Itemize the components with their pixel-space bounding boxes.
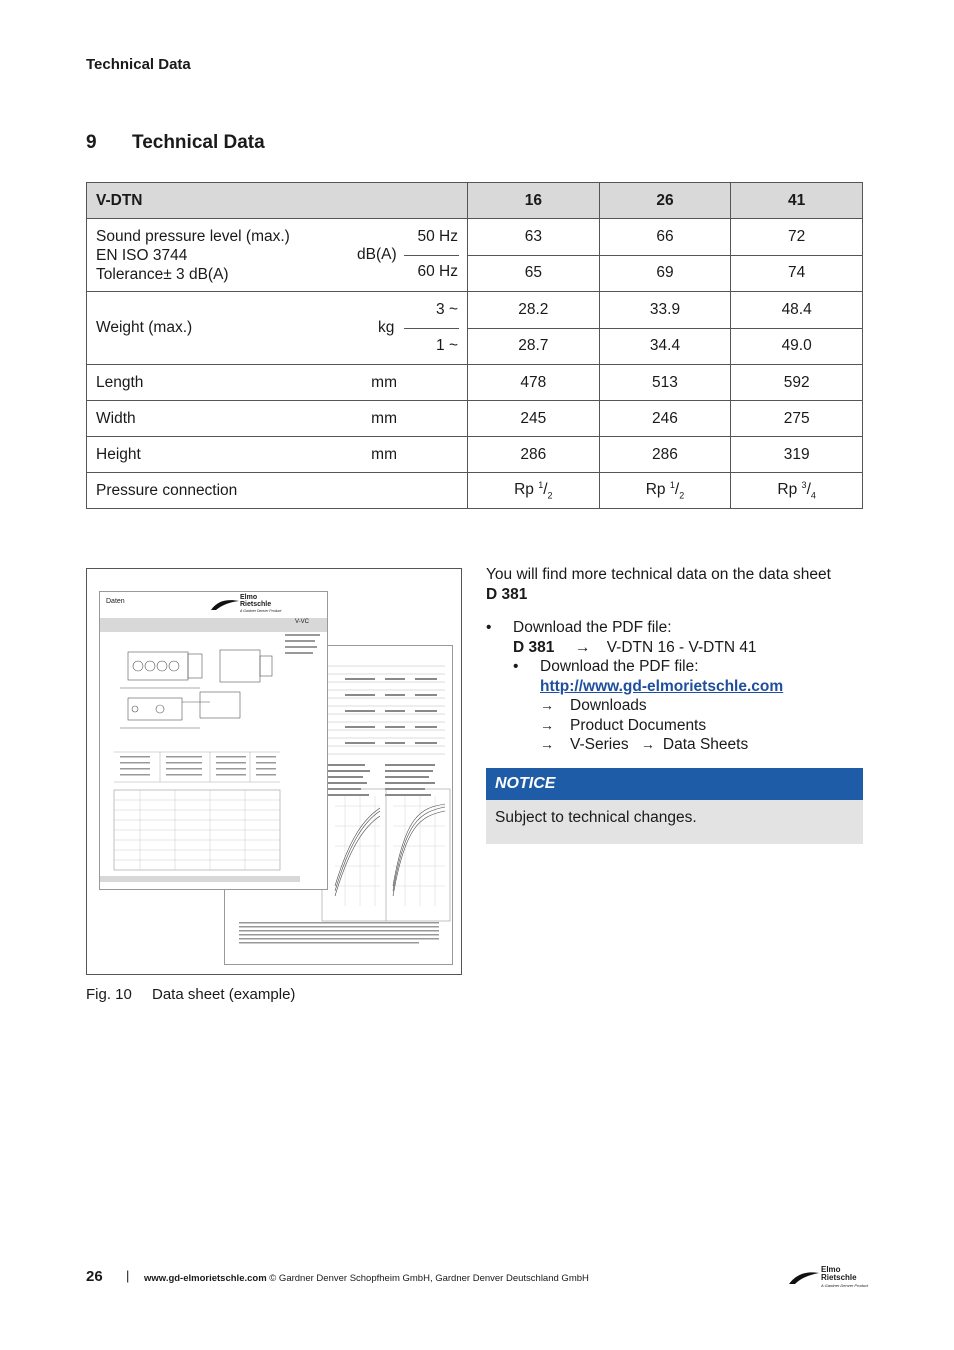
front-page-drawing: [100, 632, 327, 887]
height-26: 286: [599, 437, 731, 473]
weight-label-cell: [87, 292, 468, 365]
intro-text: You will find more technical data on the data sheet D 381: [486, 566, 831, 603]
sound-60hz-41: 74: [731, 255, 863, 292]
width-label: Width: [96, 409, 136, 427]
length-unit: mm: [371, 373, 397, 391]
page-number: 26: [86, 1268, 103, 1285]
pressure-label-cell: [87, 473, 468, 509]
bullet2-text: Download the PDF file:: [540, 658, 699, 675]
pressure-26-prefix: Rp: [645, 481, 666, 499]
weight-3ph-16: 28.2: [468, 292, 600, 329]
height-unit: mm: [371, 445, 397, 463]
footer-separator: |: [126, 1268, 130, 1283]
figure-caption-label: Fig. 10: [86, 986, 132, 1003]
length-label-cell: [87, 365, 468, 401]
width-41: 275: [731, 401, 863, 437]
sound-label-line3: Tolerance± 3 dB(A): [96, 266, 229, 283]
arrow-right-icon: →: [540, 736, 554, 752]
brand-swoosh-icon: [210, 598, 240, 612]
bullet1-range: V-DTN 16 - V-DTN 41: [606, 638, 757, 656]
brand-tagline-footer: A Gardner Denver Product: [821, 1283, 869, 1288]
notice-header: NOTICE: [486, 768, 863, 800]
path-downloads: Downloads: [570, 697, 647, 714]
pressure-16: Rp $^1/_2$: [468, 473, 600, 509]
pressure-26: Rp $^1/_2$: [599, 473, 731, 509]
path-data-sheets: Data Sheets: [662, 736, 749, 753]
path-v-series: V-Series: [570, 736, 629, 753]
sound-50hz-16: 63: [468, 219, 600, 256]
sound-50hz-26: 66: [599, 219, 731, 256]
bullet-dot: •: [513, 658, 519, 675]
sound-label-line2: EN ISO 3744: [96, 247, 188, 264]
weight-3ph-26: 33.9: [599, 292, 731, 329]
arrow-right-icon: →: [540, 716, 554, 733]
elmo-rietschle-logo: [788, 1265, 869, 1290]
table-row-width: [87, 401, 863, 437]
table-row-pressure: [87, 473, 863, 509]
brand-name-footer: Elmo Rietschle: [821, 1265, 857, 1282]
height-41: 319: [731, 437, 863, 473]
arrow-right-icon: →: [574, 638, 591, 656]
pressure-41-num: 3: [801, 480, 807, 491]
bullet1-ref: D 381: [513, 638, 555, 656]
footer-text: [144, 1273, 589, 1284]
table-row-weight-3ph: [87, 292, 863, 329]
technical-data-table: [86, 182, 863, 509]
height-label: Height: [96, 445, 141, 463]
data-sheet-figure: [86, 568, 462, 975]
data-sheet-band: [100, 618, 327, 632]
section-number: 9: [86, 132, 97, 153]
data-sheet-front-page: [99, 591, 328, 890]
header-col-41: 41: [731, 183, 863, 219]
header-model-label: V-DTN: [87, 183, 468, 219]
sound-sub-60hz: 60 Hz: [417, 263, 458, 280]
sound-sub-divider: [404, 255, 459, 256]
bullet-dot: •: [486, 619, 492, 636]
pressure-41-prefix: Rp: [777, 481, 798, 499]
width-label-cell: [87, 401, 468, 437]
sound-label-line1: Sound pressure level (max.): [96, 228, 290, 245]
page-footer: [86, 1265, 869, 1290]
figure-caption: [86, 986, 295, 1003]
section-heading: [86, 132, 265, 154]
weight-sub-3ph: 3 ~: [436, 301, 458, 318]
bullet-download-website: [513, 657, 864, 755]
sound-unit: dB(A): [357, 246, 397, 263]
weight-sub-divider: [404, 328, 459, 329]
width-26: 246: [599, 401, 731, 437]
pressure-26-den: 2: [679, 490, 685, 501]
width-unit: mm: [371, 409, 397, 427]
length-16: 478: [468, 365, 600, 401]
footer-copyright: © Gardner Denver Schopfheim GmbH, Gardner Denver Deutschland GmbH: [266, 1273, 589, 1284]
sound-60hz-16: 65: [468, 255, 600, 292]
sound-50hz-41: 72: [731, 219, 863, 256]
pressure-26-num: 1: [669, 480, 675, 491]
arrow-right-icon: →: [640, 736, 655, 752]
data-sheet-title: Daten: [106, 598, 125, 605]
table-header-row: [87, 183, 863, 219]
brand-tagline-sheet: A Gardner Denver Product: [240, 609, 282, 613]
weight-1ph-26: 34.4: [599, 328, 731, 365]
weight-unit: kg: [378, 319, 395, 336]
brand-swoosh-icon: [788, 1270, 820, 1286]
pressure-41: Rp $^3/_4$: [731, 473, 863, 509]
running-header: Technical Data: [86, 56, 191, 73]
bullet-download-d381: [486, 618, 864, 657]
weight-1ph-16: 28.7: [468, 328, 600, 365]
weight-sub-1ph: 1 ~: [436, 337, 458, 354]
pressure-41-den: 4: [810, 490, 816, 501]
height-16: 286: [468, 437, 600, 473]
intro-sheet-ref: D 381: [486, 585, 528, 603]
table-row-sound-50hz: [87, 219, 863, 256]
pressure-label: Pressure connection: [96, 481, 238, 499]
sound-sub-50hz: 50 Hz: [417, 228, 458, 245]
data-sheet-model: V-VC: [295, 619, 310, 625]
arrow-right-icon: →: [540, 697, 554, 713]
pressure-16-den: 2: [547, 490, 553, 501]
footer-website-link[interactable]: www.gd-elmorietschle.com: [144, 1273, 267, 1284]
table-row-length: [87, 365, 863, 401]
section-title: Technical Data: [132, 132, 265, 153]
sound-label-cell: [87, 219, 468, 292]
length-41: 592: [731, 365, 863, 401]
path-product-documents: Product Documents: [570, 716, 707, 734]
data-sheet-brand: [210, 594, 290, 616]
header-col-16: 16: [468, 183, 600, 219]
height-label-cell: [87, 437, 468, 473]
header-col-26: 26: [599, 183, 731, 219]
length-label: Length: [96, 373, 144, 391]
length-26: 513: [599, 365, 731, 401]
weight-1ph-41: 49.0: [731, 328, 863, 365]
website-link[interactable]: http://www.gd-elmorietschle.com: [540, 677, 784, 695]
figure-caption-text: Data sheet (example): [152, 986, 296, 1003]
weight-3ph-41: 48.4: [731, 292, 863, 329]
weight-label: Weight (max.): [96, 319, 193, 336]
sound-60hz-26: 69: [599, 255, 731, 292]
pressure-16-num: 1: [538, 480, 544, 491]
brand-name-sheet: Elmo Rietschle: [240, 594, 272, 608]
width-16: 245: [468, 401, 600, 437]
notice-body: Subject to technical changes.: [486, 800, 863, 844]
more-info-section: [486, 565, 864, 755]
pressure-16-prefix: Rp: [514, 481, 534, 499]
bullet1-text: Download the PDF file:: [513, 619, 672, 636]
table-row-height: [87, 437, 863, 473]
